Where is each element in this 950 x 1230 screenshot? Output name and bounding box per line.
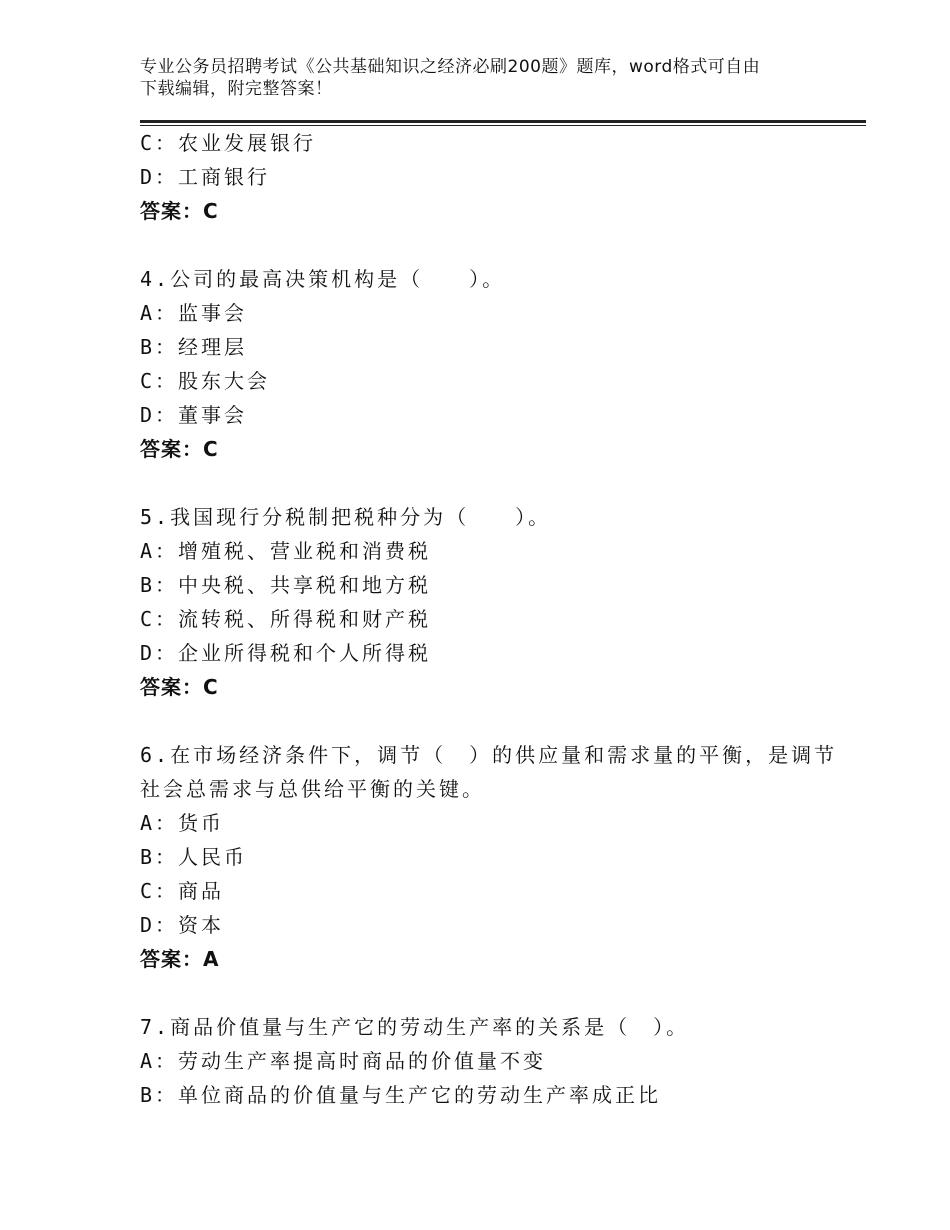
q6-stem-line-2: 社会总需求与总供给平衡的关键。 bbox=[140, 777, 485, 801]
q6-stem-line-1: 6.在市场经济条件下，调节（ ）的供应量和需求量的平衡，是调节 bbox=[140, 743, 838, 767]
q4-option-d: D：董事会 bbox=[140, 403, 248, 427]
spacer bbox=[140, 466, 860, 500]
header-line-2: 下载编辑，附完整答案！ bbox=[140, 79, 333, 99]
spacer bbox=[140, 704, 860, 738]
q4-option-c: C：股东大会 bbox=[140, 369, 271, 393]
q3-option-c: C：农业发展银行 bbox=[140, 131, 317, 155]
q7-option-a: A：劳动生产率提高时商品的价值量不变 bbox=[140, 1049, 547, 1073]
q6-option-b: B：人民币 bbox=[140, 845, 248, 869]
spacer bbox=[140, 976, 860, 1010]
q4-answer: 答案：C bbox=[140, 437, 219, 461]
q4-option-b: B：经理层 bbox=[140, 335, 248, 359]
q3-answer: 答案：C bbox=[140, 199, 219, 223]
q5-option-c: C：流转税、所得税和财产税 bbox=[140, 607, 432, 631]
spacer bbox=[140, 228, 860, 262]
q4-stem: 4.公司的最高决策机构是（ ）。 bbox=[140, 267, 506, 291]
q4-option-a: A：监事会 bbox=[140, 301, 248, 325]
header-rule-thick bbox=[140, 120, 866, 123]
q6-answer: 答案：A bbox=[140, 947, 220, 971]
q6-option-d: D：资本 bbox=[140, 913, 225, 937]
q7-stem: 7.商品价值量与生产它的劳动生产率的关系是（ ）。 bbox=[140, 1015, 690, 1039]
q5-answer: 答案：C bbox=[140, 675, 219, 699]
q6-option-a: A：货币 bbox=[140, 811, 225, 835]
q6-option-c: C：商品 bbox=[140, 879, 225, 903]
q5-option-d: D：企业所得税和个人所得税 bbox=[140, 641, 432, 665]
header-line-1: 专业公务员招聘考试《公共基础知识之经济必刷200题》题库，word格式可自由 bbox=[140, 57, 761, 77]
q7-option-b: B：单位商品的价值量与生产它的劳动生产率成正比 bbox=[140, 1083, 662, 1107]
document-header bbox=[140, 56, 840, 100]
q5-option-b: B：中央税、共享税和地方税 bbox=[140, 573, 432, 597]
q5-option-a: A：增殖税、营业税和消费税 bbox=[140, 539, 432, 563]
q5-stem: 5.我国现行分税制把税种分为（ ）。 bbox=[140, 505, 552, 529]
q3-option-d: D：工商银行 bbox=[140, 165, 271, 189]
document-body bbox=[140, 126, 860, 1112]
